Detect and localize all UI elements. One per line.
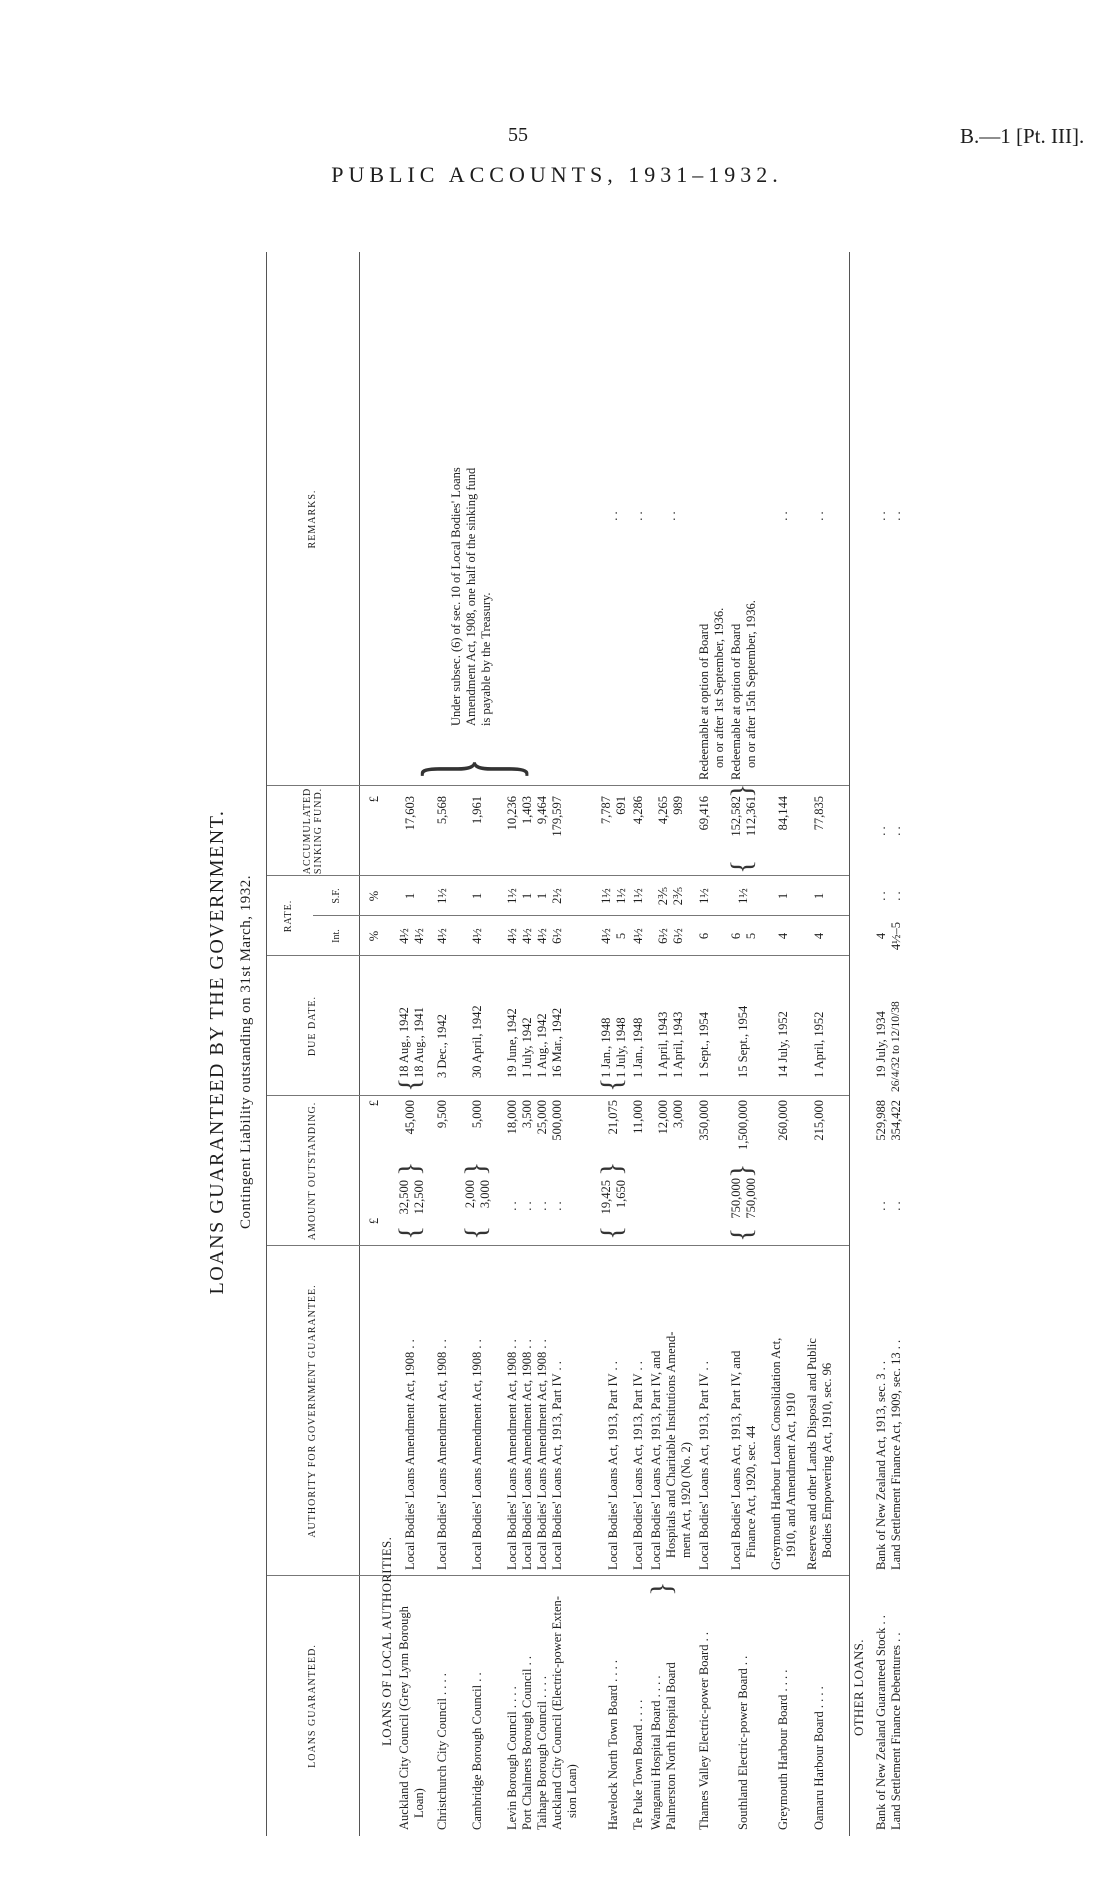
amount-total: 12,000	[656, 1100, 670, 1135]
rate-int: 4½	[505, 928, 519, 944]
brace: {	[725, 1227, 758, 1242]
column-rule	[267, 785, 849, 786]
column-rule	[267, 1095, 849, 1096]
loan-name: Palmerston North Hospital Board	[664, 1662, 678, 1830]
due-date: 15 Sept., 1954	[736, 1005, 750, 1078]
sinking-fund: 17,603	[403, 796, 417, 831]
sinking-fund: 152,582	[729, 796, 743, 837]
amount-part: 2,000	[463, 1180, 477, 1209]
authority: Local Bodies' Loans Act, 1913, Part IV . .	[606, 1361, 620, 1570]
remark: Redeemable at option of Board	[729, 623, 743, 780]
amount-part: . .	[520, 1201, 534, 1211]
rate-sf: 1½	[631, 888, 645, 904]
due-date: 1 July, 1948	[614, 1017, 628, 1078]
sinking-fund: 7,787	[599, 796, 613, 825]
loan-name: Cambridge Borough Council . .	[470, 1672, 484, 1830]
rate-int: 4½	[520, 928, 534, 944]
brace: }	[725, 1163, 758, 1178]
table-subtitle: Contingent Liability outstanding on 31st March, 1932.	[238, 875, 254, 1229]
due-date: 1 April, 1943	[656, 1011, 670, 1078]
authority: Local Bodies' Loans Act, 1913, Part IV . .	[697, 1361, 711, 1570]
authority: Bank of New Zealand Act, 1913, sec. 3 . .	[874, 1361, 888, 1570]
page-header	[0, 0, 1114, 200]
header-sinking-fund: ACCUMULATED SINKING FUND.	[267, 786, 360, 876]
brace: {	[725, 859, 758, 874]
rate-int: 5	[744, 932, 758, 940]
due-date: 1 Aug., 1942	[535, 1013, 549, 1078]
authority: Local Bodies' Loans Act, 1913, Part IV, and	[729, 1350, 743, 1570]
due-date: 1 Sept., 1954	[697, 1012, 711, 1078]
loan-name: Havelock North Town Board . . . .	[606, 1659, 620, 1830]
rate-sf: 1½	[697, 888, 711, 904]
column-rule	[313, 915, 849, 916]
amount-dots: . .	[874, 1201, 888, 1211]
section-local-authorities: LOANS OF LOCAL AUTHORITIES.	[379, 1536, 394, 1746]
amount-total: 5,000	[470, 1100, 484, 1129]
authority: Land Settlement Finance Act, 1909, sec. 13 . .	[889, 1339, 903, 1570]
rate-sf: 1	[470, 892, 484, 900]
authority: Local Bodies' Loans Act, 1913, Part IV, and	[649, 1350, 663, 1570]
document-reference: B.—1 [Pt. III].	[960, 124, 1085, 148]
page-number: 55	[508, 124, 528, 146]
sinking-fund: 69,416	[697, 796, 711, 831]
remark: Redeemable at option of Board	[697, 623, 711, 780]
header-due-date: DUE DATE.	[267, 956, 360, 1096]
amount-total: 529,988	[874, 1100, 888, 1141]
table-titles	[148, 216, 258, 1888]
unit-percent: %	[367, 930, 381, 942]
sinking-fund: 989	[671, 796, 685, 815]
unit-percent: %	[367, 890, 381, 902]
authority: Local Bodies' Loans Amendment Act, 1908 . .	[505, 1339, 519, 1570]
rate-sf: 1	[520, 892, 534, 900]
authority-cont: 1910, and Amendment Act, 1910	[784, 1392, 798, 1558]
loan-name: Auckland City Council (Electric-power Exten-	[550, 1596, 564, 1830]
header-rate-int: Int.	[313, 916, 360, 956]
amount-total: 260,000	[776, 1100, 790, 1141]
sinking-fund: 4,265	[656, 796, 670, 825]
amount-part: 750,000	[729, 1178, 743, 1219]
due-date: 3 Dec., 1942	[435, 1014, 449, 1078]
rate-int: 4½	[470, 928, 484, 944]
due-date: 19 July, 1934	[874, 1011, 888, 1078]
sinking-fund: 179,597	[550, 796, 564, 837]
amount-total: 350,000	[697, 1100, 711, 1141]
due-date: 30 April, 1942	[470, 1005, 484, 1078]
rate-sf: 1½	[614, 888, 628, 904]
unit-pound: £	[367, 1217, 381, 1225]
remark-dots: . .	[776, 511, 790, 521]
rate-sf: 1	[776, 892, 790, 900]
loan-name: Southland Electric-power Board . .	[736, 1655, 750, 1830]
loan-name-cont: sion Loan)	[565, 1764, 579, 1818]
fund-dots: . .	[889, 826, 903, 836]
amount-total: 1,500,000	[736, 1100, 750, 1150]
brace: }	[396, 758, 540, 780]
amount-part: 19,425	[599, 1180, 613, 1215]
loans-table	[266, 252, 903, 1836]
authority: Reserves and other Lands Disposal and Public	[805, 1338, 819, 1570]
amount-part: 750,000	[744, 1178, 758, 1219]
sinking-fund: 1,961	[470, 796, 484, 825]
brace: {	[459, 1225, 492, 1240]
amount-total: 21,075	[606, 1100, 620, 1135]
loan-name: Christchurch City Council . . . .	[435, 1673, 449, 1830]
rate-sf: 1½	[736, 888, 750, 904]
amount-total: 25,000	[535, 1100, 549, 1135]
loan-name: Thames Valley Electric-power Board . .	[697, 1632, 711, 1830]
due-date: 1 July, 1942	[520, 1017, 534, 1078]
sinking-fund: 112,361	[744, 796, 758, 837]
authority-cont: Hospitals and Charitable Institutions Amend-	[664, 1331, 678, 1558]
sinking-fund: 10,236	[505, 796, 519, 831]
rate-sf: 1	[403, 892, 417, 900]
authority: Local Bodies' Loans Amendment Act, 1908 . .	[435, 1339, 449, 1570]
sinking-fund: 1,403	[520, 796, 534, 825]
loan-name: Wanganui Hospital Board . . . .	[649, 1675, 663, 1830]
rate-int: 6	[729, 932, 743, 940]
due-date: 1 Jan., 1948	[631, 1017, 645, 1078]
brace: }	[393, 1161, 426, 1176]
rate-int: 4½–5	[889, 921, 903, 951]
rate-sf: 2½	[550, 888, 564, 904]
sinking-fund: 9,464	[535, 796, 549, 825]
amount-part: 3,000	[478, 1180, 492, 1209]
authority-cont: Finance Act, 1920, sec. 44	[744, 1425, 758, 1558]
sinking-fund: 691	[614, 796, 628, 815]
loan-name: Oamaru Harbour Board . . . .	[812, 1686, 826, 1830]
rate-int: 4	[776, 932, 790, 940]
rate-sf: 1	[535, 892, 549, 900]
table-main-title: LOANS GUARANTEED BY THE GOVERNMENT.	[206, 809, 228, 1295]
authority: Local Bodies' Loans Amendment Act, 1908 . .	[403, 1339, 417, 1570]
rate-sf: 1	[812, 892, 826, 900]
rate-int: 4½	[435, 928, 449, 944]
authority: Local Bodies' Loans Amendment Act, 1908 . .	[535, 1339, 549, 1570]
amount-total: 9,500	[435, 1100, 449, 1129]
brace: {	[595, 1225, 628, 1240]
amount-part: 12,500	[412, 1180, 426, 1215]
running-title: PUBLIC ACCOUNTS, 1931–1932.	[331, 162, 783, 187]
amount-total: 3,500	[520, 1100, 534, 1129]
authority: Local Bodies' Loans Amendment Act, 1908 . .	[470, 1339, 484, 1570]
loan-name: Auckland City Council (Grey Lynn Borough	[397, 1606, 411, 1830]
amount-part: . .	[550, 1201, 564, 1211]
brace: {	[595, 1077, 628, 1092]
header-amount: AMOUNT OUTSTANDING.	[267, 1096, 360, 1246]
loan-name: Taihape Borough Council . . . .	[535, 1676, 549, 1830]
rate-sf: 2⅗	[671, 886, 685, 906]
sinking-fund: 77,835	[812, 796, 826, 831]
remark-cont: on or after 1st September, 1936.	[712, 607, 726, 768]
loan-name: Land Settlement Finance Debentures . .	[889, 1632, 903, 1830]
rate-int: 6½	[656, 928, 670, 944]
due-date: 14 July, 1952	[776, 1011, 790, 1078]
remark-dots: . .	[812, 511, 826, 521]
remark-dots: . .	[874, 511, 888, 521]
rate-int: 4½	[631, 928, 645, 944]
loan-name: Port Chalmers Borough Council . .	[520, 1656, 534, 1830]
amount-total: 11,000	[631, 1100, 645, 1134]
rate-int: 4½	[599, 928, 613, 944]
loan-name-cont: Loan)	[412, 1788, 426, 1818]
rate-sf: 1½	[435, 888, 449, 904]
header-authority: AUTHORITY FOR GOVERNMENT GUARANTEE.	[267, 1246, 360, 1576]
due-date: 16 Mar., 1942	[550, 1007, 564, 1078]
amount-part: 32,500	[397, 1180, 411, 1215]
unit-pound: £	[367, 796, 381, 803]
rotated-table-sheet	[148, 216, 903, 1888]
amount-total: 500,000	[550, 1100, 564, 1141]
remark-dots: . .	[664, 511, 678, 521]
loan-name: Levin Borough Council . . . .	[505, 1686, 519, 1830]
sinking-fund: 84,144	[776, 796, 790, 831]
unit-pound: £	[367, 1100, 381, 1107]
due-date: 1 April, 1952	[812, 1011, 826, 1078]
rate-int: 4½	[412, 928, 426, 944]
sinking-fund: 5,568	[435, 796, 449, 825]
header-remarks: REMARKS.	[267, 252, 360, 786]
brace: }	[459, 1161, 492, 1176]
brace: }	[645, 1581, 678, 1596]
rate-int: 5	[614, 932, 628, 940]
loan-name: Te Puke Town Board . . . .	[631, 1699, 645, 1830]
sinking-fund: 4,286	[631, 796, 645, 825]
due-date: 1 April, 1943	[671, 1011, 685, 1078]
amount-part: . .	[535, 1201, 549, 1211]
brace: }	[725, 783, 758, 798]
remark-dots: . .	[631, 511, 645, 521]
rate-int: 4½	[397, 928, 411, 944]
rate-int: 6½	[550, 928, 564, 944]
header-rate-sf: S.F.	[313, 876, 360, 916]
rate-int: 4	[812, 932, 826, 940]
rate-int: 6½	[671, 928, 685, 944]
remark-sinking-fund: Under subsec. (6) of sec. 10 of Local Bodies' Loans Amendment Act, 1908, one half of the sinking fund is payable by the Treasury.	[449, 467, 493, 726]
authority-cont: Bodies Empowering Act, 1910, sec. 96	[820, 1362, 834, 1558]
amount-part: 1,650	[614, 1180, 628, 1209]
amount-dots: . .	[889, 1201, 903, 1211]
authority: Greymouth Harbour Loans Consolidation Act,	[769, 1337, 783, 1570]
brace: {	[393, 1225, 426, 1240]
fund-dots: . .	[874, 826, 888, 836]
amount-total: 354,422	[889, 1100, 903, 1141]
column-rule	[267, 875, 849, 876]
rate-dots: . .	[874, 891, 888, 901]
header-rate: RATE.	[267, 876, 360, 956]
authority: Local Bodies' Loans Act, 1913, Part IV . .	[550, 1361, 564, 1570]
rate-int: 4½	[535, 928, 549, 944]
amount-part: . .	[505, 1201, 519, 1211]
amount-total: 3,000	[671, 1100, 685, 1129]
section-other-loans: OTHER LOANS.	[851, 1639, 866, 1736]
remark-dots: . .	[889, 511, 903, 521]
column-rule	[267, 1245, 849, 1246]
brace: }	[595, 1161, 628, 1176]
rate-sf: 1½	[599, 888, 613, 904]
due-date: 18 Aug., 1941	[412, 1007, 426, 1078]
authority: Local Bodies' Loans Act, 1913, Part IV . .	[631, 1361, 645, 1570]
remark-cont: on or after 15th September, 1936.	[744, 600, 758, 768]
due-date: 26/4/32 to 12/10/38	[890, 1001, 902, 1092]
due-date: 19 June, 1942	[505, 1008, 519, 1078]
remark-dots: . .	[606, 511, 620, 521]
rate-sf: 2⅗	[656, 886, 670, 906]
rate-int: 6	[697, 932, 711, 940]
rate-dots: . .	[889, 891, 903, 901]
column-rule	[267, 1575, 849, 1576]
header-loans: LOANS GUARANTEED.	[267, 1576, 360, 1836]
loan-name: Greymouth Harbour Board . . . .	[776, 1669, 790, 1830]
amount-total: 45,000	[403, 1100, 417, 1135]
column-rule	[267, 955, 849, 956]
amount-total: 18,000	[505, 1100, 519, 1135]
due-date: 18 Aug., 1942	[397, 1007, 411, 1078]
authority-cont: ment Act, 1920 (No. 2)	[679, 1442, 693, 1558]
authority: Local Bodies' Loans Amendment Act, 1908 . .	[520, 1339, 534, 1570]
loan-name: Bank of New Zealand Guaranteed Stock . .	[874, 1615, 888, 1830]
rate-int: 4	[874, 932, 888, 940]
rate-sf: 1½	[505, 888, 519, 904]
brace: {	[393, 1077, 426, 1092]
amount-total: 215,000	[812, 1100, 826, 1141]
due-date: 1 Jan., 1948	[599, 1017, 613, 1078]
